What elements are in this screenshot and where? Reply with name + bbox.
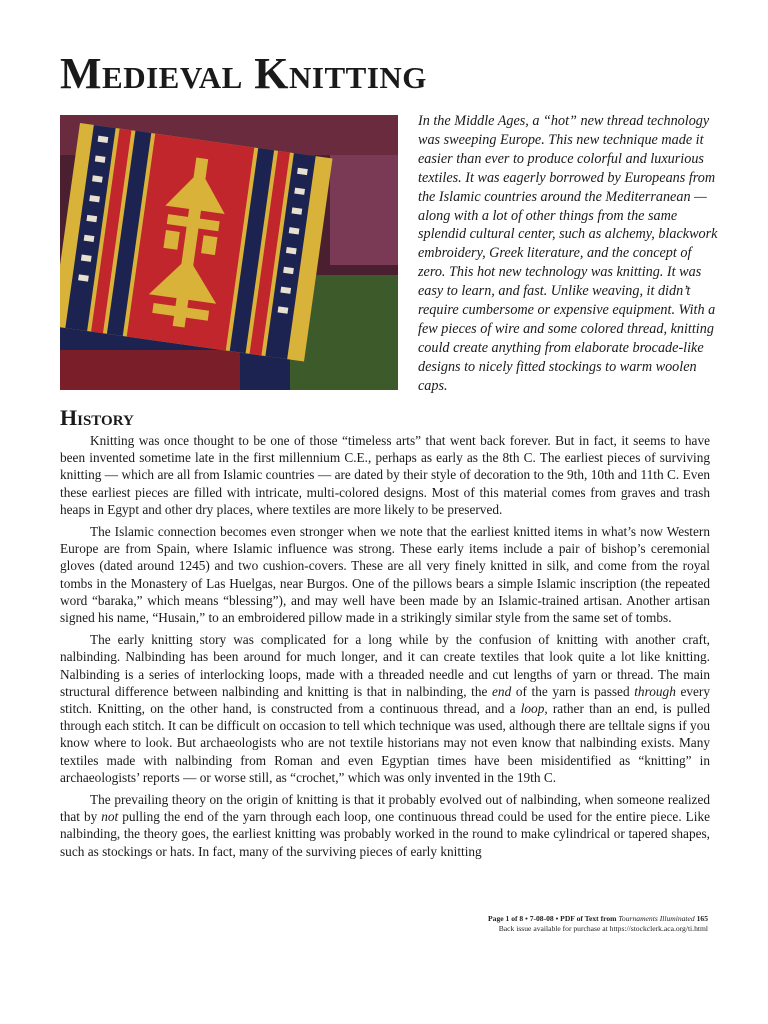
knitted-textile-photo [60, 115, 398, 390]
paragraph-1: Knitting was once thought to be one of those “timeless arts” that went back forever. But in fact, it seems to have been invented sometime late in the first millennium C.E., perhaps as early as the 8th C. The earliest pieces of surviving knitting — which are all from Islamic countries — are dated by their style of decoration to the 9th, 10th and 11th C. Even these earliest pieces are filled with intricate, multi-colored designs. Most of this material comes from graves and trash heaps in Egypt and other dry places, where textiles are more likely to be preserved. [60, 433, 710, 517]
intro-paragraph: In the Middle Ages, a “hot” new thread technology was sweeping Europe. This new technique made it easier than ever to produce colorful and luxurious textiles. It was eagerly borrowed by Europeans from the Islamic countries around the Mediterranean — along with a lot of other things from the same splendid cultural center, such as alchemy, blackwork embroidery, Greek literature, and the concept of zero. This hot new technology was knitting. It was easy to learn, and fast. Unlike weaving, it didn’t require cumbersome or expensive equipment. With a few pieces of wire and some colored thread, knitting could create anything from elaborate brocade-like designs to nicely fitted stockings to warm woolen caps. [418, 113, 718, 394]
page-footer [488, 914, 708, 934]
paragraph-2: The Islamic connection becomes even stronger when we note that the earliest knitted items in what’s now Western Europe are from Spain, where Islamic influence was strong. These early items include a pair of bishop’s ceremonial gloves (dated around 1245) and two cushion-covers. These are all very finely knitted in silk, and come from the royal tombs in the Monastery of Las Huelgas, near Burgos. One of the pillows bears a simple Islamic inscription (the repeated word “baraka,” which means “blessing”), and may well have been made by an Islamic-trained artisan. Another artisan signed his name, “Husain,” to an embroidered pillow made in a strikingly similar style from the same set of tombs. [60, 524, 710, 626]
paragraph-4: The prevailing theory on the origin of knitting is that it probably evolved out of nalbinding, when someone realized that by not pulling the end of the yarn through each loop, one continuous thread could be used for the entire piece. Like nalbinding, the theory goes, the earliest knitting was probably worked in the round to make cylindrical or tapered shapes, such as stockings or hats. In fact, many of the surviving pieces of early knitting [60, 792, 711, 859]
footer-backissue-link[interactable]: Back issue available for purchase at https://stockclerk.aca.org/ti.html [498, 924, 708, 933]
page-title: Medieval Knitting [60, 49, 427, 98]
article-body [60, 432, 710, 865]
section-heading-history: History [60, 405, 134, 430]
footer-page-info: Page 1 of 8 • 7-08-08 • PDF of Text from Tournaments Illuminated 165 [488, 914, 708, 923]
paragraph-3: The early knitting story was complicated for a long while by the confusion of knitting with another craft, nalbinding. Nalbinding has been around for much longer, and it can create textiles that look quite a lot like knitting. Nalbinding is a series of interlocking loops, made with a threaded needle and cut lengths of yarn or thread. The main structural difference between nalbinding and knitting is that in nalbinding, the end of the yarn is passed through every stitch. Knitting, on the other hand, is constructed from a continuous thread, and a loop, rather than an end, is pulled through each stitch. It can be difficult on occasion to tell which technique was used, although there are telltale signs if you know where to look. But archaeologists who are not textile historians may not even know that nalbinding exists. Many textiles made with nalbinding from Roman and even Egyptian times have been misidentified as “knitting” in archaeologists’ reports — or worse still, as “crochet,” which was only invented in the 19th C. [60, 632, 711, 785]
